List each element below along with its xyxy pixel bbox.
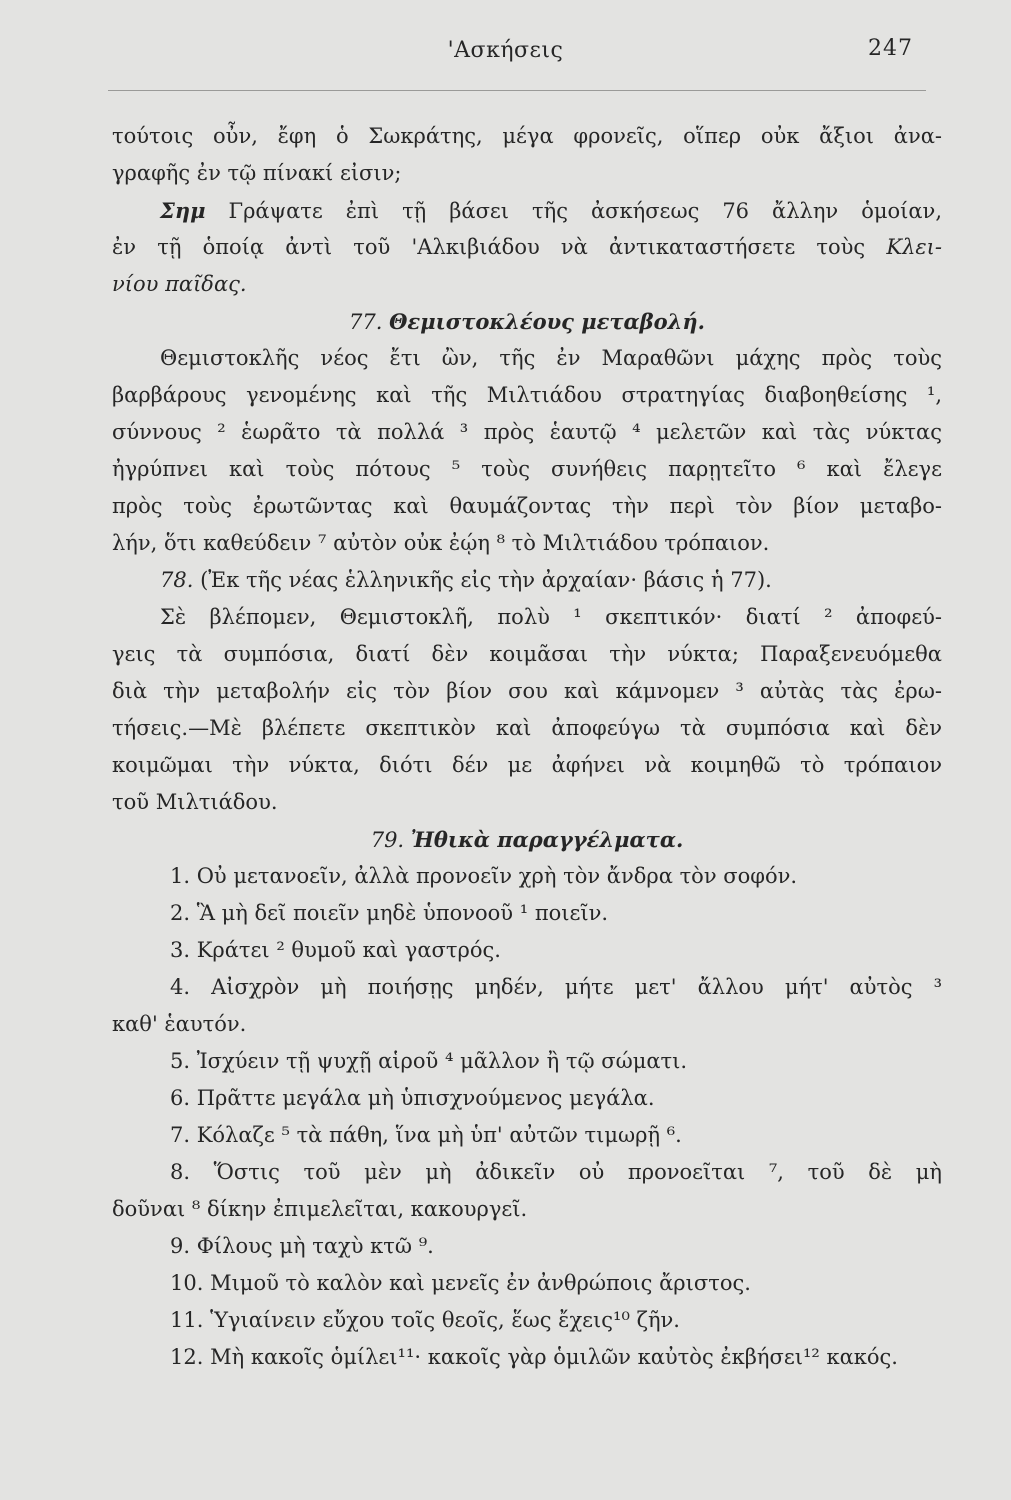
page-number: 247 (868, 36, 913, 61)
list-item: 9. Φίλους μὴ ταχὺ κτῶ ⁹. (170, 1234, 434, 1258)
text-line: τήσεις.—Μὲ βλέπετε σκεπτικὸν καὶ ἀποφεύγω τὰ συμπόσια καὶ δὲν (112, 716, 942, 740)
list-item-continuation: δοῦναι ⁸ δίκην ἐπιμελεῖται, κακουργεῖ. (112, 1197, 528, 1221)
header-rule (108, 90, 926, 91)
list-item-continuation: καθ' ἑαυτόν. (112, 1012, 247, 1036)
text-line: γραφῆς ἐν τῷ πίνακί εἰσιν; (112, 161, 402, 185)
list-item: 5. Ἰσχύειν τῇ ψυχῇ αἱροῦ ⁴ μᾶλλον ἢ τῷ σώματι. (170, 1049, 688, 1073)
text-line: γεις τὰ συμπόσια, διατί δὲν κοιμᾶσαι τὴν νύκτα; Παραξενευόμεθα (112, 642, 942, 666)
list-item: 10. Μιμοῦ τὸ καλὸν καὶ μενεῖς ἐν ἀνθρώποις ἄριστος. (170, 1271, 751, 1295)
section-subtitle: (Ἐκ τῆς νέας ἑλληνικῆς εἰς τὴν ἀρχαίαν· βάσις ἡ 77). (200, 568, 772, 592)
text-line: βαρβάρους γενομένης καὶ τῆς Μιλτιάδου στρατηγίας διαβοηθείσης ¹, (112, 383, 942, 407)
text-line: κοιμῶμαι τὴν νύκτα, διότι δέν με ἀφήνει νὰ κοιμηθῶ τὸ τρόπαιον (112, 753, 942, 777)
italic-word: Κλει- (886, 235, 942, 259)
list-item: 6. Πρᾶττε μεγάλα μὴ ὑπισχνούμενος μεγάλα. (170, 1086, 655, 1110)
section-number: 79. (370, 828, 405, 852)
text-line: ἐν τῇ ὁποίᾳ ἀντὶ τοῦ 'Αλκιβιάδου νὰ ἀντικαταστήσετε τοὺς Κλει- (112, 235, 942, 259)
list-item: 7. Κόλαζε ⁵ τὰ πάθη, ἵνα μὴ ὑπ' αὐτῶν τιμωρῇ ⁶. (170, 1123, 682, 1147)
text-line: νίου παῖδας. (112, 272, 247, 296)
text-line: Σὲ βλέπομεν, Θεμιστοκλῆ, πολὺ ¹ σκεπτικόν· διατί ² ἀποφεύ- (160, 605, 942, 629)
section-title: Θεμιστοκλέους μεταβολή. (389, 309, 705, 334)
list-item: 1. Οὐ μετανοεῖν, ἀλλὰ προνοεῖν χρὴ τὸν ἄνδρα τὸν σοφόν. (170, 864, 798, 888)
text-line: πρὸς τοὺς ἐρωτῶντας καὶ θαυμάζοντας τὴν περὶ τὸν βίον μεταβο- (112, 494, 942, 518)
text-line: ἠγρύπνει καὶ τοὺς πότους ⁵ τοὺς συνήθεις παρῃτεῖτο ⁶ καὶ ἔλεγε (112, 457, 942, 481)
section-title: Ἠθικὰ παραγγέλματα. (410, 827, 684, 852)
note-text: Γράψατε ἐπὶ τῇ βάσει τῆς ἀσκήσεως 76 ἄλλην ὁμοίαν, (228, 199, 942, 223)
section-number: 78. (160, 568, 194, 592)
list-item: 8. Ὅστις τοῦ μὲν μὴ ἀδικεῖν οὐ προνοεῖται ⁷, τοῦ δὲ μὴ (170, 1160, 942, 1184)
section-heading-78 (112, 562, 942, 599)
text-line: τοῦ Μιλτιάδου. (112, 790, 278, 814)
text-line: τούτοις οὖν, ἔφη ὁ Σωκράτης, μέγα φρονεῖς, οἵπερ οὐκ ἄξιοι ἀνα- (112, 124, 942, 148)
section-number: 77. (349, 310, 383, 334)
list-item: 4. Αἰσχρὸν μὴ ποιήσῃς μηδέν, μήτε μετ' ἄλλου μήτ' αὐτὸς ³ (170, 975, 942, 999)
list-item: 2. Ἃ μὴ δεῖ ποιεῖν μηδὲ ὑπονοοῦ ¹ ποιεῖν. (170, 901, 609, 925)
body-text (112, 118, 942, 1376)
text-line: λήν, ὅτι καθεύδειν ⁷ αὐτὸν οὐκ ἐῴη ⁸ τὸ Μιλτιάδου τρόπαιον. (112, 531, 770, 555)
section-heading-77 (112, 303, 942, 340)
note-line (112, 192, 942, 229)
running-header-title: 'Ασκήσεις (447, 38, 564, 63)
text-line: Θεμιστοκλῆς νέος ἔτι ὢν, τῆς ἐν Μαραθῶνι μάχης πρὸς τοὺς (160, 346, 942, 370)
text-line: διὰ τὴν μεταβολήν εἰς τὸν βίον σου καὶ κάμνομεν ³ αὐτὰς τὰς ἐρω- (112, 679, 942, 703)
list-item: 12. Μὴ κακοῖς ὁμίλει¹¹· κακοῖς γὰρ ὁμιλῶν καὐτὸς ἐκβήσει¹² κακός. (170, 1345, 898, 1369)
section-heading-79 (112, 821, 942, 858)
list-item: 3. Κράτει ² θυμοῦ καὶ γαστρός. (170, 938, 501, 962)
text-line: σύννους ² ἑωρᾶτο τὰ πολλά ³ πρὸς ἑαυτῷ ⁴ μελετῶν καὶ τὰς νύκτας (112, 420, 942, 444)
list-item: 11. Ὑγιαίνειν εὔχου τοῖς θεοῖς, ἕως ἔχεις¹⁰ ζῆν. (170, 1308, 680, 1332)
note-label: Σημ (160, 198, 206, 223)
